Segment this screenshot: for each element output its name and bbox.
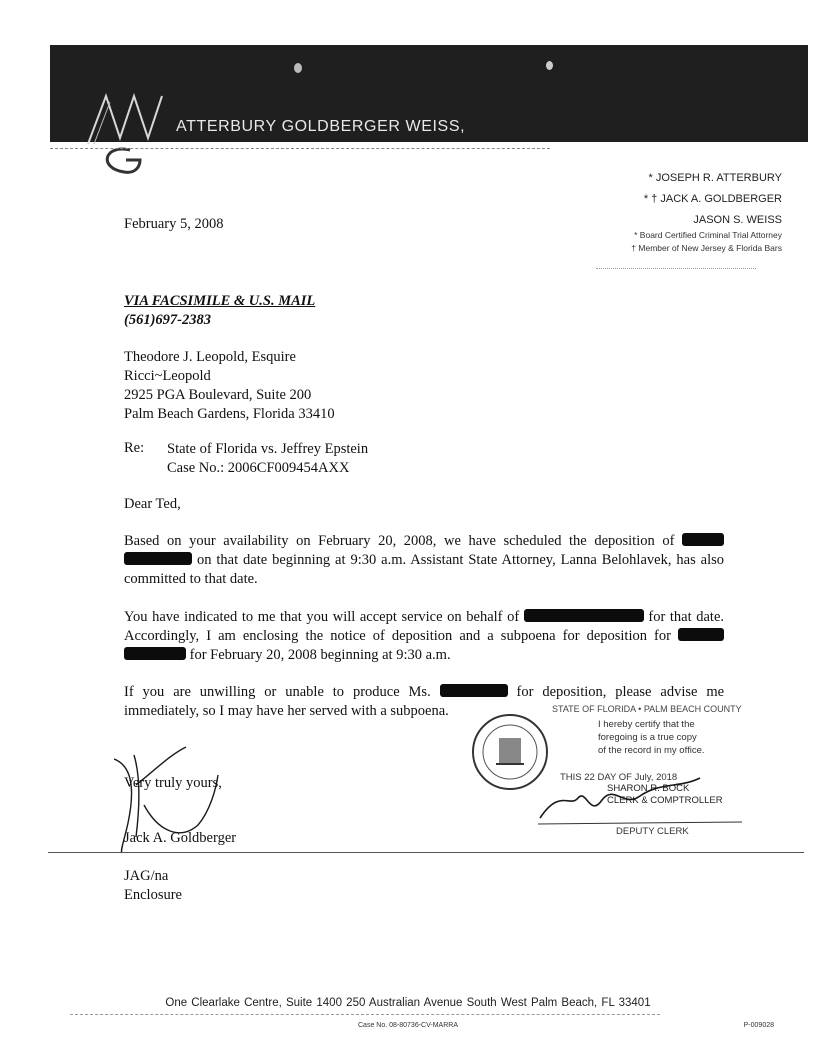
delivery-method: VIA FACSIMILE & U.S. MAIL <box>124 293 316 309</box>
letter-date: February 5, 2008 <box>124 216 224 232</box>
certification-line: foregoing is a true copy <box>598 732 697 743</box>
paragraph-2 <box>124 608 724 665</box>
footer-address: One Clearlake Centre, Suite 1400 250 Australian Avenue South West Palm Beach, FL 33401 <box>165 997 651 1009</box>
re-line: Case No.: 2006CF009454AXX <box>167 460 350 476</box>
banner-speck <box>294 63 302 73</box>
deputy-clerk-label: DEPUTY CLERK <box>616 826 689 837</box>
redaction <box>440 684 508 697</box>
paragraph-text: for deposition, please advise me immediately, so I may have her served with a subpoena. <box>124 684 725 719</box>
certification-state: STATE OF FLORIDA • PALM BEACH COUNTY <box>552 704 742 714</box>
partner-name: * † JACK A. GOLDBERGER <box>643 193 782 205</box>
certification-line: I hereby certify that the <box>598 719 695 730</box>
recipient-address <box>124 348 335 424</box>
paragraph-text: for February 20, 2008 beginning at 9:30 a.m. <box>189 647 451 663</box>
firm-logo-icon <box>84 88 166 174</box>
address-line: Ricci~Leopold <box>124 368 211 384</box>
paragraph-1 <box>124 532 724 589</box>
enclosure-note: Enclosure <box>124 887 182 903</box>
header-rule <box>50 148 550 149</box>
bates-number: P-009028 <box>743 1022 774 1029</box>
note-line: † Member of New Jersey & Florida Bars <box>631 243 782 253</box>
greeting: Dear Ted, <box>124 496 181 512</box>
delivery-block <box>124 292 315 330</box>
typist-initials: JAG/na <box>124 868 169 884</box>
address-line: 2925 PGA Boulevard, Suite 200 <box>124 387 312 403</box>
fax-number: (561)697-2383 <box>124 312 211 328</box>
paragraph-text: Based on your availability on February 20, 2008, we have scheduled the deposition of <box>124 533 675 549</box>
redaction <box>678 628 724 641</box>
closing: Very truly yours, <box>124 775 222 791</box>
redaction <box>524 609 644 622</box>
note-line: * Board Certified Criminal Trial Attorney <box>634 230 782 240</box>
banner-speck <box>546 61 553 70</box>
clerk-name: SHARON R. BOCK <box>607 783 690 794</box>
clerk-title: CLERK & COMPTROLLER <box>607 795 723 806</box>
footer-rule <box>70 1014 660 1015</box>
case-number: Case No. 08-80736-CV-MARRA <box>358 1022 458 1029</box>
partner-list <box>644 168 782 231</box>
redaction <box>124 552 192 565</box>
redaction <box>124 647 186 660</box>
notes-rule <box>596 268 756 269</box>
paragraph-text: on that date beginning at 9:30 a.m. Assistant State Attorney, Lanna Belohlavek, has also committed to that date. <box>124 552 724 587</box>
page-rule <box>48 852 804 853</box>
re-line: State of Florida vs. Jeffrey Epstein <box>167 441 369 457</box>
partner-name: * JOSEPH R. ATTERBURY <box>648 172 782 184</box>
paragraph-text: If you are unwilling or unable to produce Ms. <box>124 684 431 700</box>
address-line: Theodore J. Leopold, Esquire <box>124 349 296 365</box>
redaction <box>682 533 724 546</box>
paragraph-text: You have indicated to me that you will accept service on behalf of <box>124 609 520 625</box>
partner-notes <box>631 229 782 255</box>
firm-name: ATTERBURY GOLDBERGER WEISS, <box>176 118 466 135</box>
paragraph-text: for that date. Accordingly, I am enclosing the notice of deposition and a subpoena for deposition for <box>124 609 725 644</box>
re-label: Re: <box>124 440 145 456</box>
paragraph-3 <box>124 683 724 721</box>
re-subject <box>167 440 368 478</box>
partner-name: JASON S. WEISS <box>693 214 782 226</box>
signer-name: Jack A. Goldberger <box>124 830 237 846</box>
certification-date: THIS 22 DAY OF July, 2018 <box>560 772 678 783</box>
certification-line: of the record in my office. <box>598 745 705 756</box>
address-line: Palm Beach Gardens, Florida 33410 <box>124 406 335 422</box>
initials-block <box>124 867 182 905</box>
